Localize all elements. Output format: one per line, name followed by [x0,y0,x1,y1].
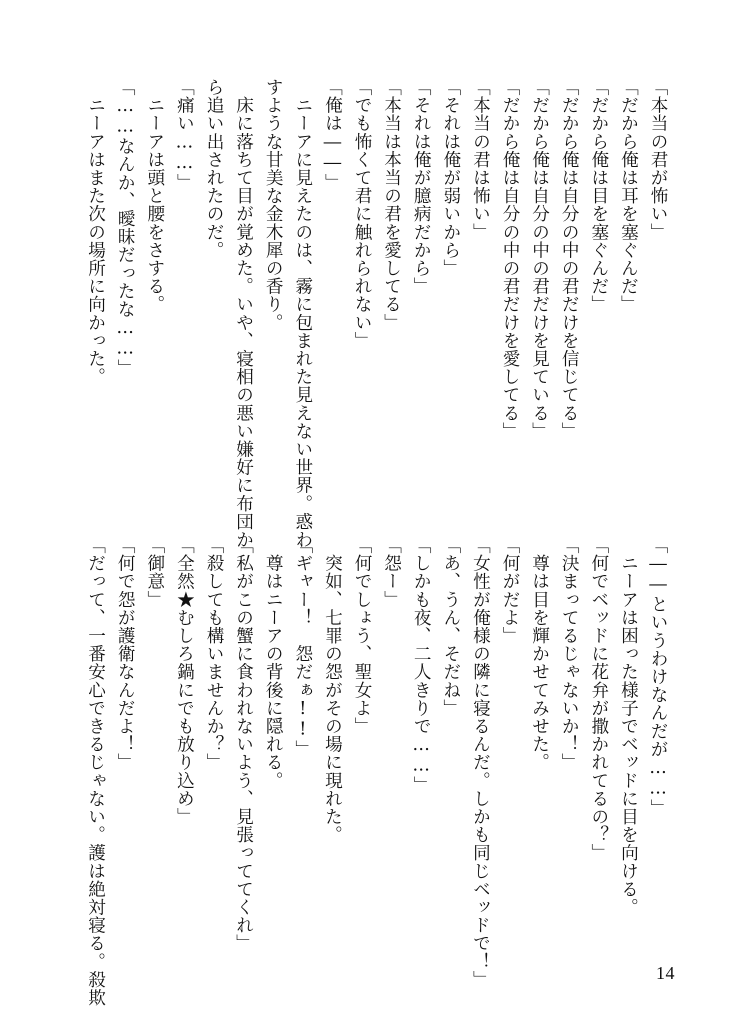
text-column: 「御意」 [144,536,165,609]
text-column: 「全然★むしろ鍋にでも放り込め」 [174,536,195,826]
text-column: ニーアは頭と腰をさする。 [144,78,165,314]
text-column: 「だから俺は自分の中の君だけを信じてる」 [559,78,580,440]
text-column: 「だから俺は自分の中の君だけを見ている」 [529,78,550,440]
text-column: 「あ、うん、そだね」 [440,536,461,717]
text-column: 「何でベッドに花弁が撒かれてるの？」 [588,536,609,862]
text-column: 「本当の君は怖い」 [470,78,491,241]
text-column: ニーアに見えたのは、霧に包まれた見えない世界。惑わ [292,78,313,549]
text-column: 「本当の君が怖い」 [648,78,668,241]
text-column: 「女性が俺様の隣に寝るんだ。しかも同じベッドで！」 [470,536,491,989]
text-column: 「……なんか、曖昧だったな……」 [115,78,136,378]
text-column: 「私がこの蟹に食われないよう、見張っててくれ」 [233,536,254,953]
text-column: 「それは俺が弱いから」 [440,78,461,278]
text-column: 「だから俺は耳を塞ぐんだ」 [618,78,639,314]
text-column: 「本当は本当の君を愛してる」 [381,78,402,332]
text-column: ニーアはまた次の場所に向かった。 [85,78,106,386]
text-column: ニーアは困った様子でベッドに目を向ける。 [618,536,639,917]
text-column: ら追い出されたのだ。 [204,78,224,259]
text-column: 尊はニーアの背後に隠れる。 [263,536,284,790]
text-column: 「でも怖くて君に触れられない」 [352,78,372,350]
text-column: 「何で怨が護衛なんだよ！」 [115,536,136,772]
text-column: 「痛い……」 [174,78,195,192]
text-column: 「何がだよ」 [500,536,520,645]
text-column: 「――というわけなんだが……」 [648,536,668,818]
text-column: 「俺は――」 [322,78,343,192]
text-column: 床に落ちて目が覚めた。いや、寝相の悪い嫌好に布団か [233,78,254,549]
text-column: 「決まってるじゃないか！」 [559,536,580,772]
text-column: 「だから俺は自分の中の君だけを愛してる」 [500,78,520,440]
text-column: 尊は目を輝かせてみせた。 [529,536,550,772]
text-column: すような甘美な金木犀の香り。 [263,78,284,332]
text-column: 突如、七罪の怨がその場に現れた。 [322,536,343,844]
text-column: 「殺しても構いませんか？」 [204,536,224,772]
text-column: 「怨ー」 [381,536,402,609]
text-column: 「だから俺は目を塞ぐんだ」 [588,78,609,314]
text-column: 「しかも夜、二人きりで……」 [411,536,432,795]
text-column: 「だって、一番安心できるじゃない。護は絶対寝る。殺欺 [85,536,106,1007]
text-column: 「ギャー！ 怨だぁ!!」 [292,536,313,758]
text-column: 「それは俺が臆病だから」 [411,78,432,296]
text-column: 「何でしょう、聖女よ」 [352,536,372,736]
page-number: 14 [656,963,675,983]
